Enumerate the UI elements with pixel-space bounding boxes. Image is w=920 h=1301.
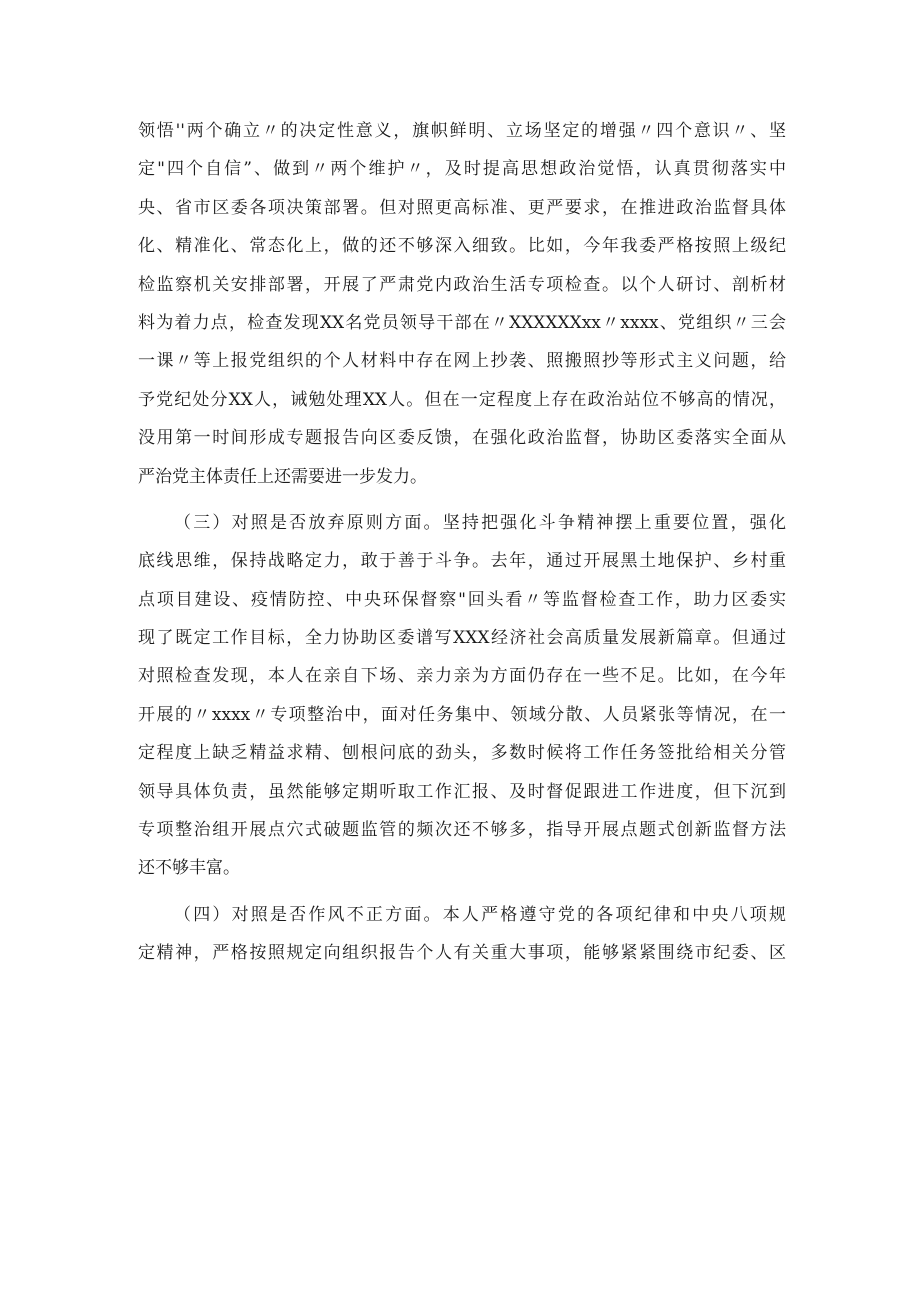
paragraph-spacer bbox=[138, 888, 786, 896]
text-line: 严治党主体责任上还需要进一步发力。 bbox=[138, 466, 427, 487]
text-line: 化、精准化、常态化上，做的还不够深入细致。比如，今年我委严格按照上级纪 bbox=[138, 236, 786, 257]
text-line: 现了既定工作目标，全力协助区委谱写XXX经济社会高质量发展新篇章。但通过 bbox=[138, 628, 786, 649]
text-line: 央、省市区委各项决策部署。但对照更高标准、更严要求，在推进政治监督具体 bbox=[138, 197, 786, 218]
text-line: 专项整治组开展点穴式破题监管的频次还不够多，指导开展点题式创新监督方法 bbox=[138, 820, 786, 841]
text-line: （三）对照是否放弃原则方面。坚持把强化斗争精神摆上重要位置，强化 bbox=[174, 512, 786, 533]
text-line: 开展的〃xxxx〃专项整治中，面对任务集中、领域分散、人员紧张等情况，在一 bbox=[138, 704, 786, 725]
text-line: 底线思维，保持战略定力，敢于善于斗争。去年，通过开展黑土地保护、乡村重 bbox=[138, 551, 786, 572]
text-line: 检监察机关安排部署，开展了严肃党内政治生活专项检查。以个人研讨、剖析材 bbox=[138, 274, 786, 295]
text-line: 料为着力点，检查发现XX名党员领导干部在〃XXXXXXxx〃xxxx、党组织〃三会 bbox=[138, 312, 786, 333]
text-line: 一课〃等上报党组织的个人材料中存在网上抄袭、照搬照抄等形式主义问题，给 bbox=[138, 351, 786, 372]
text-line: （四）对照是否作风不正方面。本人严格遵守党的各项纪律和中央八项规 bbox=[174, 904, 786, 925]
text-line: 定程度上缺乏精益求精、刨根问底的劲头，多数时候将工作任务签批给相关分管 bbox=[138, 743, 786, 764]
paragraph-3 bbox=[138, 896, 786, 973]
paragraph-2 bbox=[138, 504, 786, 888]
paragraph-spacer bbox=[138, 496, 786, 504]
text-line: 定精神，严格按照规定向组织报告个人有关重大事项，能够紧紧围绕市纪委、区 bbox=[138, 943, 786, 964]
text-line: 对照检查发现，本人在亲自下场、亲力亲为方面仍存在一些不足。比如，在今年 bbox=[138, 666, 786, 687]
text-line: 定"四个自信”、做到〃两个维护〃，及时提高思想政治觉悟，认真贯彻落实中 bbox=[138, 159, 786, 180]
text-line: 领导具体负责，虽然能够定期听取工作汇报、及时督促跟进工作进度，但下沉到 bbox=[138, 781, 786, 802]
text-line: 还不够丰富。 bbox=[138, 858, 240, 879]
text-line: 没用第一时间形成专题报告向区委反馈，在强化政治监督，协助区委落实全面从 bbox=[138, 428, 786, 449]
paragraph-1 bbox=[138, 112, 786, 496]
text-line: 予党纪处分XX人，诫勉处理XX人。但在一定程度上存在政治站位不够高的情况， bbox=[138, 389, 786, 410]
document-body bbox=[138, 112, 786, 973]
text-line: 点项目建设、疫情防控、中央环保督察"回头看〃等监督检查工作，助力区委实 bbox=[138, 589, 786, 610]
text-line: 领悟''两个确立〃的决定性意义，旗帜鲜明、立场坚定的增强〃四个意识〃、坚 bbox=[138, 121, 786, 141]
